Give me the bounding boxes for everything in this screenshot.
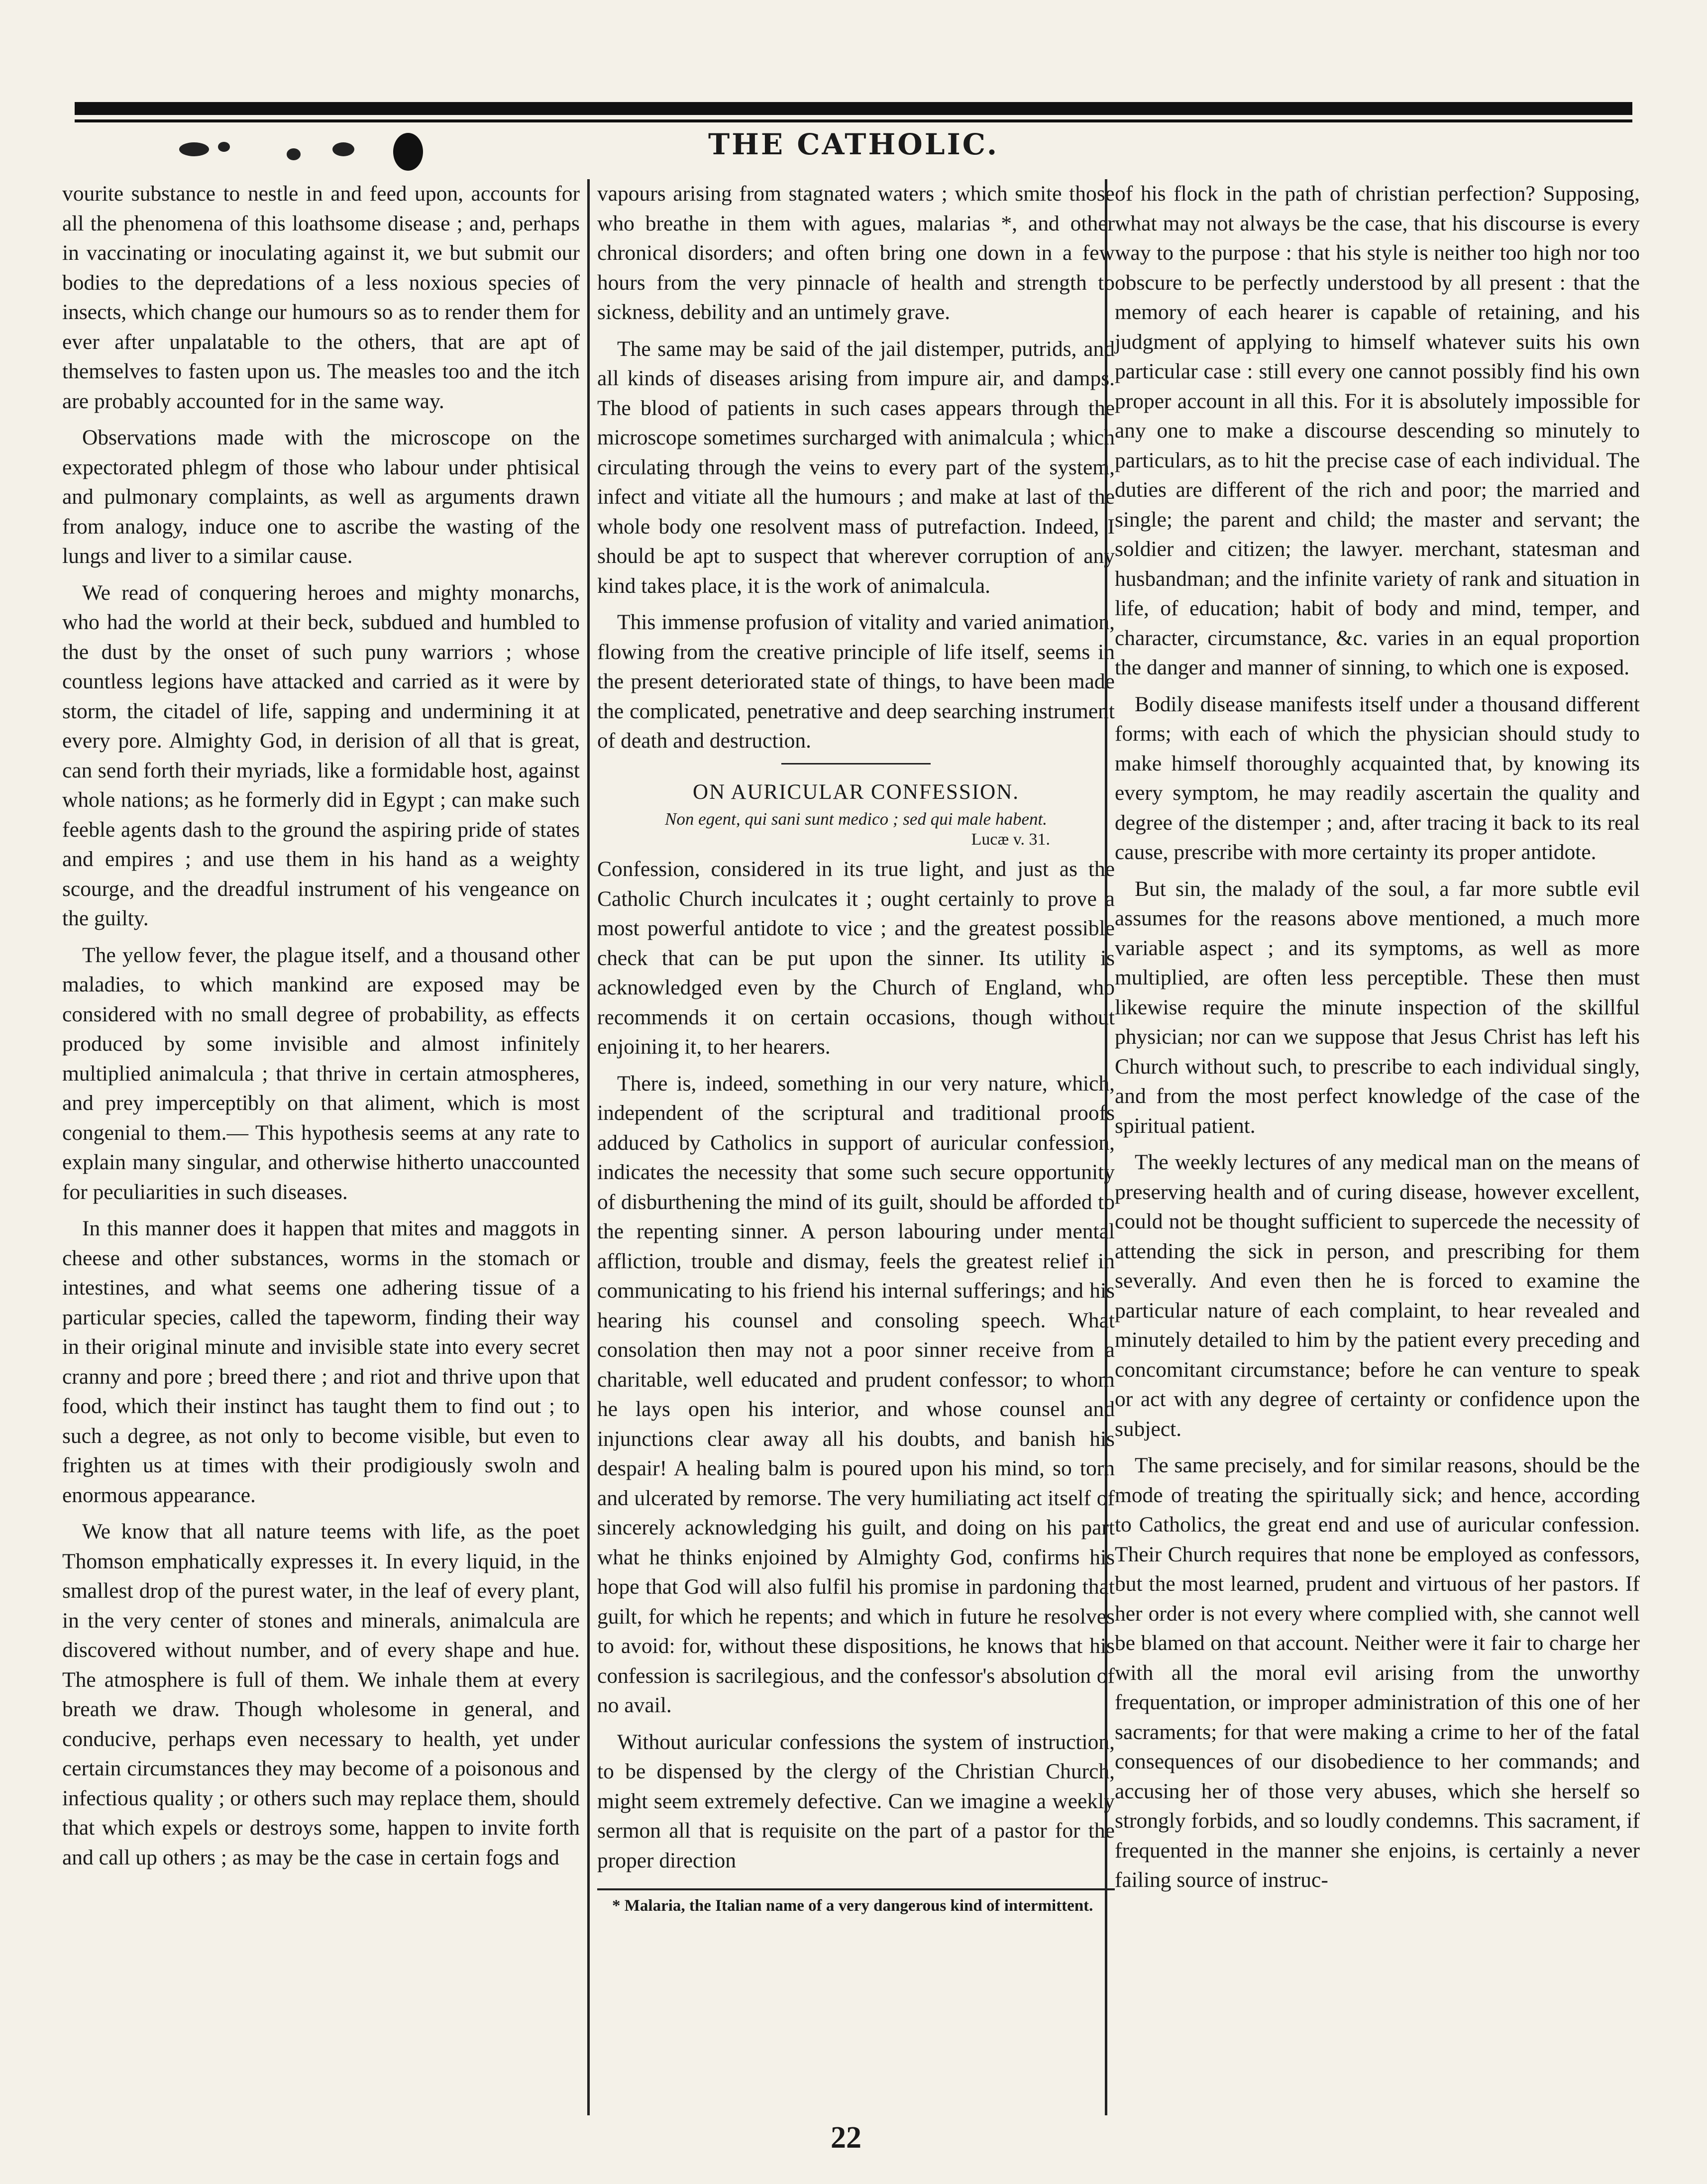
column-3 (1115, 179, 1640, 1902)
column-divider (587, 179, 590, 2115)
page-number: 22 (831, 2121, 861, 2155)
paragraph: Observations made with the microscope on the expectorated phlegm of those who labour under phtisical and pulmonary complaints, as well as arguments drawn from analogy, induce one to ascribe the wasting of the lungs and liver to a similar cause. (62, 426, 580, 568)
paragraph: Confession, considered in its true light, and just as the Catholic Church inculcates it ; ought certainly to prove a most powerful antidote to vice ; and the greatest possible check that can be put upon the sinner. Its utility is acknowledged even by the Church of England, who recommends it on certain occasions, though without enjoining it, to her hearers. (597, 857, 1115, 1059)
paragraph: The weekly lectures of any medical man on the means of preserving health and of curing disease, however excellent, could not be thought sufficient to supercede the necessity of attending the sick in person, and prescribing for them severally. And even then he is forced to examine the particular nature of each complaint, to hear revealed and minutely detailed to him by the patient every preceding and concomitant circumstance; before he can venture to speak or act with any degree of certainty or confidence upon the subject. (1115, 1150, 1640, 1441)
paragraph: Without auricular confessions the system of instruction, to be dispensed by the clergy of the Christian Church, might seem extremely defective. Can we imagine a weekly sermon all that is requisite on the part of a pastor for the proper direction (597, 1730, 1115, 1872)
footnote: * Malaria, the Italian name of a very dangerous kind of intermittent. (612, 1897, 1093, 1915)
paragraph: vapours arising from stagnated waters ; which smite those who breathe in them with agues, malarias *, and other chronical disorders; and often bring one down in a few hours from the very pinnacle of health and strength to sickness, debility and an untimely grave. (597, 182, 1115, 324)
paragraph: Bodily disease manifests itself under a thousand different forms; with each of which the physician should study to make himself thoroughly acquainted that, by knowing its every symptom, he may readily ascertain the quality and degree of the distemper ; and, after tracing it back to its real cause, prescribe with more certainty its proper antidote. (1115, 692, 1640, 864)
section-heading: ON AURICULAR CONFESSION. (692, 780, 1020, 804)
paragraph: The yellow fever, the plague itself, and a thousand other maladies, to which mankind are exposed may be considered with no small degree of probability, as effects produced by some invisible and almost infinitely multiplied animalcula ; that thrive in certain atmospheres, and prey imperceptibly on that aliment, which is most congenial to them.— This hypothesis seems at any rate to explain many singular, and otherwise hitherto unaccounted for peculiarities in such diseases. (62, 943, 580, 1204)
masthead-top-rule (75, 102, 1632, 115)
paragraph: The same may be said of the jail distemper, putrids, and all kinds of diseases arising from impure air, and damps. The blood of patients in such cases appears through the microscope sometimes surcharged with animalcula ; which circulating through the veins to every part of the system, infect and vitiate all the humours ; and make at last of the whole body one resolvent mass of putrefaction. Indeed, I should be apt to suspect that wherever corruption of any kind takes place, it is the work of animalcula. (597, 336, 1115, 598)
paragraph: of his flock in the path of christian perfection? Supposing, what may not always be the case, that his discourse is every way to the purpose : that his style is neither too high nor too obscure to be perfectly understood by all present : that the memory of each hearer is capable of retaining, and his judgment of applying to himself whatever suits his own particular case : still every one cannot possibly find his own proper account in all this. For it is absolutely impossible for any one to make a discourse descending so minutely to particulars, as to hit the precise case of each individual. The duties are different of the rich and poor; the married and single; the parent and child; the master and servant; the soldier and citizen; the lawyer. merchant, statesman and husbandman; and the infinite variety of rank and situation in life, of education; habit of body and mind, temper, and character, circumstance, &c. varies in an equal proportion the danger and manner of sinning, to which one is exposed. (1115, 182, 1640, 679)
paragraph: We know that all nature teems with life, as the poet Thomson emphatically expresses it. In every liquid, in the smallest drop of the purest water, in the leaf of every plant, in the very center of stones and minerals, animalcula are discovered without number, and of every shape and hue. The atmosphere is full of them. We inhale them at every breath we draw. Though wholesome in general, and conducive, perhaps even necessary to health, yet under certain circumstances they may become of a poisonous and infectious quality ; or others such may replace them, should that which expels or destroys some, happen to invite forth and call up others ; as may be the case in certain fogs and (62, 1520, 580, 1869)
footnote-divider (597, 1888, 1115, 1916)
paragraph: In this manner does it happen that mites and maggots in cheese and other substances, worms in the stomach or intestines, and what seems one adhering tissue of a particular species, called the tapeworm, finding their way in their original minute and invisible state into every secret cranny and pore ; breed there ; and riot and thrive upon that food, which their instinct has taught them to find out ; to such a degree, as not only to become visible, but even to frighten us at times with their prodigiously swoln and enormous appearance. (62, 1216, 580, 1507)
epigraph-citation: Lucæ v. 31. (971, 830, 1050, 849)
column-1 (62, 179, 580, 1879)
masthead-title: THE CATHOLIC. (708, 127, 999, 161)
paragraph: This immense profusion of vitality and varied animation, flowing from the creative principle of life itself, seems in the present deteriorated state of things, to have been made the complicated, penetrative and deep searching instrument of death and destruction. (597, 610, 1115, 753)
paragraph: There is, indeed, something in our very nature, which, independent of the scriptural and traditional proofs adduced by Catholics in support of auricular confession, indicates the necessity that some such secure opportunity of disburthening the mind of its guilt, should be afforded to the repenting sinner. A person labouring under mental affliction, trouble and dismay, feels the greatest relief in communicating to his friend his internal sufferings; and his hearing his counsel and consoling speech. What consolation then may not a poor sinner receive from a charitable, well educated and prudent confessor; to whom he lays open his interior, and whose counsel and injunctions clear away all his doubts, and banish his despair! A healing balm is poured upon his mind, so torn and ulcerated by remorse. The very humiliating act itself of sincerely acknowledging his guilt, and doing on his part what he thinks enjoined by Almighty God, confirms his hope that God will also fulfil his promise in pardoning that guilt, for which he repents; and which in future he resolves to avoid: for, without these dispositions, he knows that his confession is sacrilegious, and the confessor's absolution of no avail. (597, 1071, 1115, 1717)
section-epigraph: Non egent, qui sani sunt medico ; sed qui male habent. (665, 809, 1047, 829)
paragraph: The same precisely, and for similar reasons, should be the mode of treating the spiritually sick; and hence, according to Catholics, the great end and use of auricular confession. Their Church requires that none be employed as confessors, but the most learned, prudent and virtuous of her pastors. If her order is not every where complied with, she cannot well be blamed on that account. Neither were it fair to charge her with all the moral evil arising from the unworthy frequentation, or improper administration of this one of her sacraments; for that were making a crime to her of the fatal consequences of our disobedience to her commands; and accusing her of those very abuses, which she herself so strongly forbids, and so loudly condemns. This sacrament, if frequented in the manner she enjoins, is certainly a never failing source of instruc- (1115, 1453, 1640, 1892)
paragraph: We read of conquering heroes and mighty monarchs, who had the world at their beck, subdued and humbled to the dust by the onset of such puny warriors ; whose countless legions have attacked and carried as it were by storm, the citadel of life, sapping and undermining it at every pore. Almighty God, in derision of all that is great, can send forth their myriads, like a formidable host, against whole nations; as he formerly did in Egypt ; can make such feeble agents dash to the ground the aspiring pride of states and empires ; and use them in his hand as a weighty scourge, and the dreadful instrument of his vengeance on the guilty. (62, 580, 580, 930)
section-separator (781, 763, 931, 764)
paragraph: vourite substance to nestle in and feed upon, accounts for all the phenomena of this loathsome disease ; and, perhaps in vaccinating or inoculating against it, we but submit our bodies to the depredations of a less noxious species of insects, which change our humours so as to render them for ever after unpalatable to the others, that are apt of themselves to fasten upon us. The measles too and the itch are probably accounted for in the same way. (62, 182, 580, 413)
column-2 (597, 179, 1115, 1916)
paragraph: But sin, the malady of the soul, a far more subtle evil assumes for the reasons above mentioned, a much more variable aspect ; and its symptoms, as well as more multiplied, are often less perceptible. These then must likewise require the minute inspection of the skillful physician; nor can we suppose that Jesus Christ has left his Church without such, to prescribe to each individual singly, and from the most perfect knowledge of the case of the spiritual patient. (1115, 876, 1640, 1138)
ink-blot-stain (124, 119, 423, 174)
